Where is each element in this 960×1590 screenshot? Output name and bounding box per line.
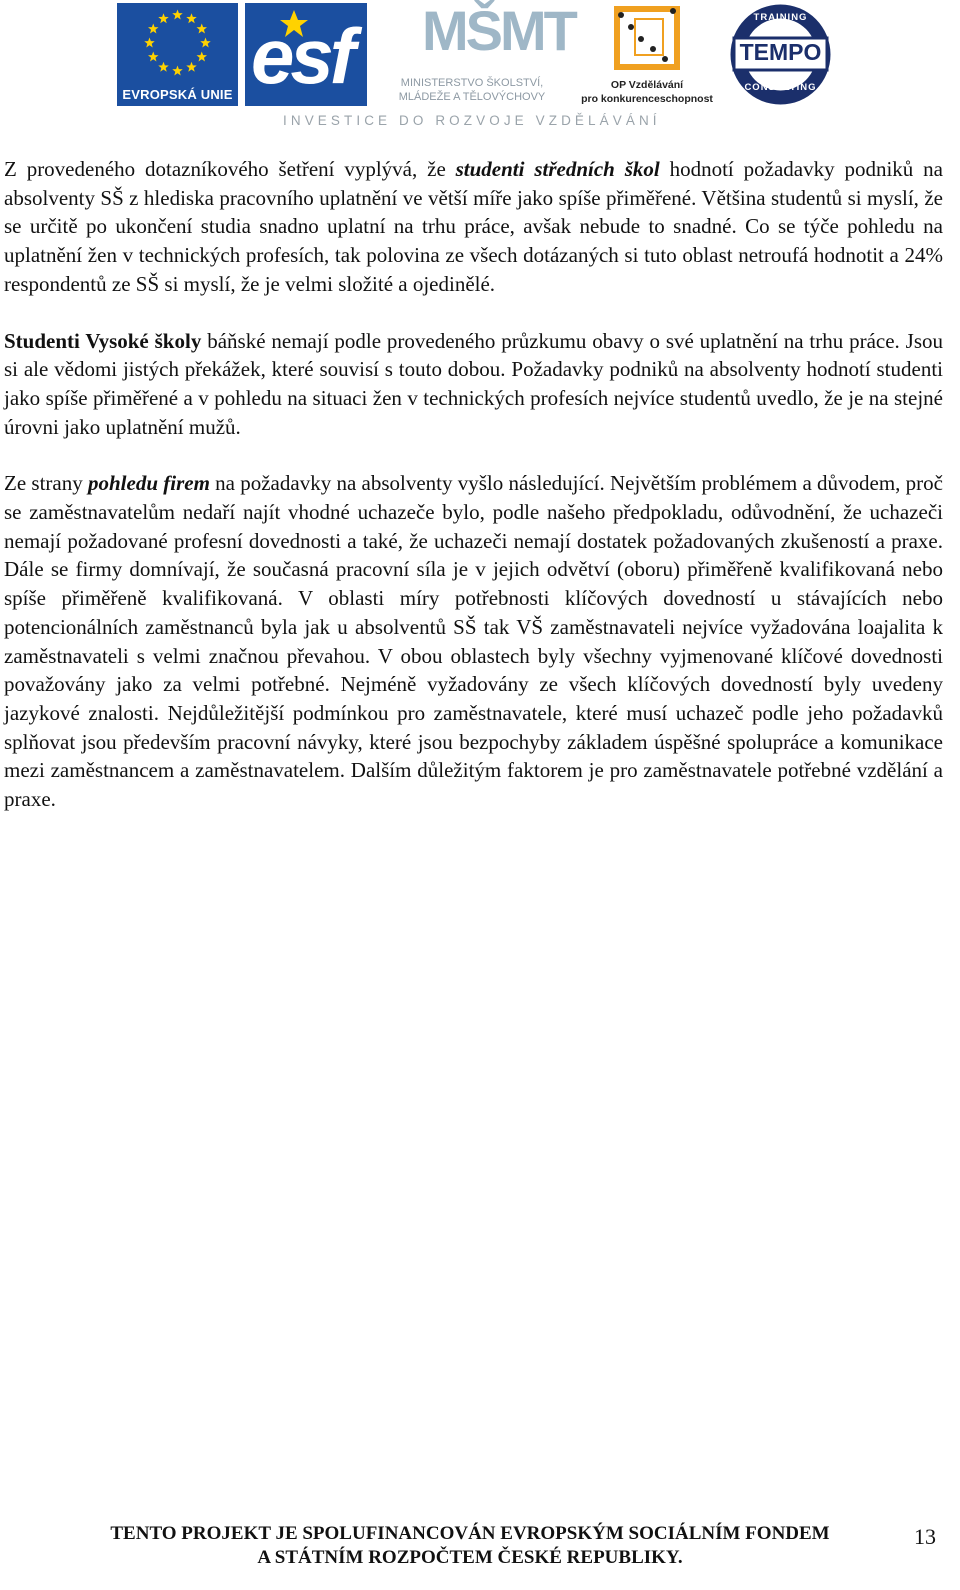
funding-footer <box>40 1522 900 1570</box>
eu-star-icon <box>172 10 182 20</box>
esf-logo <box>245 3 367 106</box>
msmt-mark: MŠMT <box>422 0 575 62</box>
eu-flag-icon <box>117 3 238 85</box>
p2-text-b: báňské nemají podle provedeného průzkumu obavy o své uplatnění na trhu práce. Jsou si ale vědomi jistých překážek, které souvisí s touto dobou. Požadavky podniků na absolventy hodnotí studenti jako spíše přiměřené a v pohledu na situaci žen v technických profesích nejvíce studentů uvedlo, že je na stejné úrovni jako uplatnění mužů. <box>4 328 943 439</box>
eu-star-icon <box>144 38 154 48</box>
paragraph-university-students <box>4 327 943 442</box>
p1-emphasis: studenti středních škol <box>455 157 660 181</box>
p3-text-a: Ze strany <box>4 471 88 496</box>
eu-star-icon <box>158 62 168 72</box>
tempo-consulting: CONSULTING <box>744 82 817 93</box>
eu-star-icon <box>186 62 196 72</box>
msmt-name-line1: MINISTERSTVO ŠKOLSTVÍ, <box>400 77 544 89</box>
esf-wordmark: esf <box>251 12 352 100</box>
eu-star-icon <box>148 24 158 34</box>
header-slogan: INVESTICE DO ROZVOJE VZDĚLÁVÁNÍ <box>283 113 661 128</box>
eu-star-icon <box>148 52 158 62</box>
page-number: 13 <box>914 1524 936 1549</box>
op-name-line1: OP Vzdělávání <box>610 79 684 91</box>
p2-emphasis: Studenti Vysoké školy <box>4 328 202 353</box>
footer-line1: TENTO PROJEKT JE SPOLUFINANCOVÁN EVROPSKÝM SOCIÁLNÍM FONDEM <box>110 1523 830 1544</box>
paragraph-secondary-students <box>4 155 943 299</box>
logo-header <box>0 0 960 140</box>
paragraph-companies-view <box>4 469 943 813</box>
document-body <box>4 155 943 842</box>
tempo-wordmark: TEMPO <box>739 39 822 65</box>
eu-star-icon <box>172 66 182 76</box>
op-emblem-icon <box>607 5 687 73</box>
eu-flag-logo <box>117 3 238 106</box>
footer-line2: A STÁTNÍM ROZPOČTEM ČESKÉ REPUBLIKY. <box>257 1547 683 1568</box>
p3-text-c: na požadavky na absolventy vyšlo následující. Největším problémem a důvodem, proč se zaměstnavatelům nedaří najít vhodné uchazeče bylo, podle našeho předpokladu, odůvodnění, že uchazeči nemají požadované profesní dovednosti a také, že uchazeči nemají dostatek požadovaných zkušeností a praxe. Dále se firmy domnívají, že současná pracovní síla je v jejich odvětví (oboru) přiměřeně kvalifikovaná nebo spíše přiměřeně kvalifikovaná. V oblasti míry potřebnosti klíčových dovedností u stávajících nebo potencionálních zaměstnanců byla jak u absolventů SŠ tak VŠ zaměstnavateli nejvíce vyžadována loajalita k zaměstnavateli s velmi značnou převahou. V obou oblastech byly všechny vyjmenované klíčové dovednosti považovány jako za velmi potřebné. Nejméně vyžadovány ze všech klíčových dovedností byly uvedeny jazykové znalosti. Nejdůležitější podmínkou pro zaměstnavatele, které musí uchazeč podle jeho požadavků splňovat jsou především pracovní návyky, které jsou bezpochyby základem úspěšné spolupráce a komunikace mezi zaměstnancem a zaměstnavatelem. Dalším důležitým faktorem je pro zaměstnavatele potřebné vzdělání a praxe. <box>4 471 943 812</box>
op-name-line2: pro konkurenceschopnost <box>581 93 713 105</box>
eu-star-icon <box>158 13 168 23</box>
eu-star-icon <box>186 13 196 23</box>
p1-text-a: Z provedeného dotazníkového šetření vyplývá, že <box>4 157 456 181</box>
msmt-name-line2: MLÁDEŽE A TĚLOVÝCHOVY <box>398 91 546 103</box>
op-vzdelavani-logo <box>577 3 717 106</box>
eu-star-icon <box>197 52 207 62</box>
eu-star-icon <box>197 24 207 34</box>
tempo-logo <box>728 2 833 107</box>
eu-label: EVROPSKÁ UNIE <box>122 87 233 102</box>
msmt-logo <box>382 0 575 106</box>
p1-text-c: hodnotí požadavky podniků na absolventy SŠ z hlediska pracovního uplatnění ve větší míře jako spíše přiměřené. Většina studentů si myslí, že se určitě po ukončení studia snadno uplatní na trhu práce, avšak nebude to snadné. Co se týče pohledu na uplatnění žen v technických profesích, tak polovina ze všech dotázaných si tuto oblast netroufá hodnotit a 24% respondentů ze SŠ si myslí, že je velmi složité a ojedinělé. <box>4 157 943 296</box>
p3-emphasis: pohledu firem <box>87 471 210 496</box>
tempo-training: TRAINING <box>753 12 808 23</box>
eu-star-icon <box>200 38 210 48</box>
